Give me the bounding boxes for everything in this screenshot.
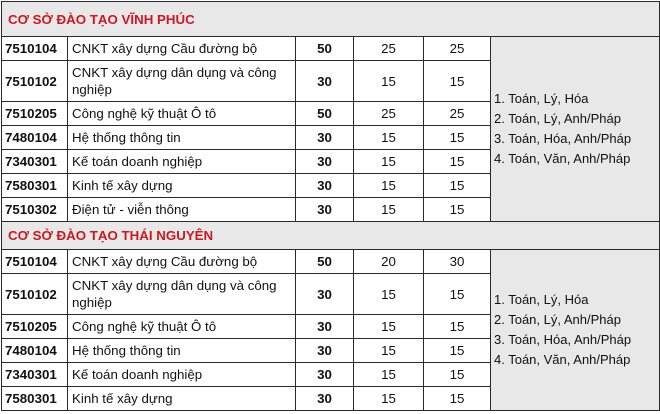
subject-combination-item: 1. Toán, Lý, Hóa bbox=[494, 292, 589, 307]
quota-total: 30 bbox=[296, 274, 354, 315]
section-title: CƠ SỞ ĐÀO TẠO VĨNH PHÚC bbox=[2, 2, 660, 37]
quota-method-2: 25 bbox=[424, 37, 491, 61]
quota-method-2: 15 bbox=[424, 150, 491, 174]
quota-method-2: 30 bbox=[424, 250, 491, 274]
program-code: 7510104 bbox=[2, 250, 68, 274]
quota-total: 30 bbox=[296, 150, 354, 174]
program-code: 7480104 bbox=[2, 126, 68, 150]
subject-combination-item: 2. Toán, Lý, Anh/Pháp bbox=[494, 111, 621, 126]
quota-method-1: 25 bbox=[354, 37, 424, 61]
program-name: Kế toán doanh nghiệp bbox=[68, 363, 296, 387]
table-row bbox=[2, 37, 660, 61]
program-name: CNKT xây dựng dân dụng và công nghiệp bbox=[68, 61, 296, 102]
program-name: Công nghệ kỹ thuật Ô tô bbox=[68, 315, 296, 339]
subject-combinations bbox=[491, 250, 660, 411]
section-header-row bbox=[2, 222, 660, 250]
quota-method-2: 15 bbox=[424, 174, 491, 198]
program-name: CNKT xây dựng Cầu đường bộ bbox=[68, 37, 296, 61]
subject-combinations bbox=[491, 37, 660, 222]
section-header-row bbox=[2, 2, 660, 37]
quota-method-2: 15 bbox=[424, 274, 491, 315]
program-code: 7510104 bbox=[2, 37, 68, 61]
quota-method-1: 15 bbox=[354, 61, 424, 102]
program-name: Kinh tế xây dựng bbox=[68, 387, 296, 411]
program-code: 7340301 bbox=[2, 363, 68, 387]
program-code: 7510302 bbox=[2, 198, 68, 222]
quota-total: 30 bbox=[296, 363, 354, 387]
quota-total: 30 bbox=[296, 387, 354, 411]
quota-method-2: 25 bbox=[424, 102, 491, 126]
quota-method-1: 15 bbox=[354, 274, 424, 315]
quota-method-2: 15 bbox=[424, 387, 491, 411]
program-code: 7580301 bbox=[2, 387, 68, 411]
quota-method-2: 15 bbox=[424, 339, 491, 363]
quota-method-2: 15 bbox=[424, 315, 491, 339]
quota-total: 30 bbox=[296, 315, 354, 339]
program-name: Kinh tế xây dựng bbox=[68, 174, 296, 198]
quota-method-2: 15 bbox=[424, 363, 491, 387]
quota-method-2: 15 bbox=[424, 198, 491, 222]
program-code: 7510102 bbox=[2, 274, 68, 315]
quota-method-1: 15 bbox=[354, 387, 424, 411]
quota-method-1: 15 bbox=[354, 126, 424, 150]
quota-total: 30 bbox=[296, 198, 354, 222]
quota-method-1: 15 bbox=[354, 363, 424, 387]
quota-total: 30 bbox=[296, 339, 354, 363]
quota-method-2: 15 bbox=[424, 126, 491, 150]
program-name: Công nghệ kỹ thuật Ô tô bbox=[68, 102, 296, 126]
subject-combination-item: 3. Toán, Hóa, Anh/Pháp bbox=[494, 131, 632, 146]
subject-combination-item: 3. Toán, Hóa, Anh/Pháp bbox=[494, 332, 632, 347]
program-code: 7580301 bbox=[2, 174, 68, 198]
program-code: 7510102 bbox=[2, 61, 68, 102]
section-title: CƠ SỞ ĐÀO TẠO THÁI NGUYÊN bbox=[2, 222, 660, 250]
program-code: 7510205 bbox=[2, 102, 68, 126]
subject-combination-item: 2. Toán, Lý, Anh/Pháp bbox=[494, 312, 621, 327]
quota-total: 50 bbox=[296, 250, 354, 274]
quota-method-1: 25 bbox=[354, 102, 424, 126]
quota-method-1: 15 bbox=[354, 315, 424, 339]
admissions-table bbox=[1, 1, 660, 411]
subject-combination-item: 4. Toán, Văn, Anh/Pháp bbox=[494, 352, 631, 367]
quota-total: 30 bbox=[296, 126, 354, 150]
subject-combination-item: 4. Toán, Văn, Anh/Pháp bbox=[494, 151, 631, 166]
quota-method-1: 15 bbox=[354, 198, 424, 222]
program-name: Kế toán doanh nghiệp bbox=[68, 150, 296, 174]
program-name: Hệ thống thông tin bbox=[68, 339, 296, 363]
program-name: CNKT xây dựng dân dụng và công nghiệp bbox=[68, 274, 296, 315]
quota-total: 30 bbox=[296, 174, 354, 198]
program-code: 7510205 bbox=[2, 315, 68, 339]
quota-method-2: 15 bbox=[424, 61, 491, 102]
quota-method-1: 15 bbox=[354, 174, 424, 198]
quota-total: 30 bbox=[296, 61, 354, 102]
quota-method-1: 15 bbox=[354, 339, 424, 363]
quota-method-1: 15 bbox=[354, 150, 424, 174]
program-code: 7480104 bbox=[2, 339, 68, 363]
quota-total: 50 bbox=[296, 102, 354, 126]
quota-method-1: 20 bbox=[354, 250, 424, 274]
quota-total: 50 bbox=[296, 37, 354, 61]
program-code: 7340301 bbox=[2, 150, 68, 174]
program-name: Điện tử - viễn thông bbox=[68, 198, 296, 222]
program-name: CNKT xây dựng Cầu đường bộ bbox=[68, 250, 296, 274]
table-row bbox=[2, 250, 660, 274]
program-name: Hệ thống thông tin bbox=[68, 126, 296, 150]
subject-combination-item: 1. Toán, Lý, Hóa bbox=[494, 91, 589, 106]
